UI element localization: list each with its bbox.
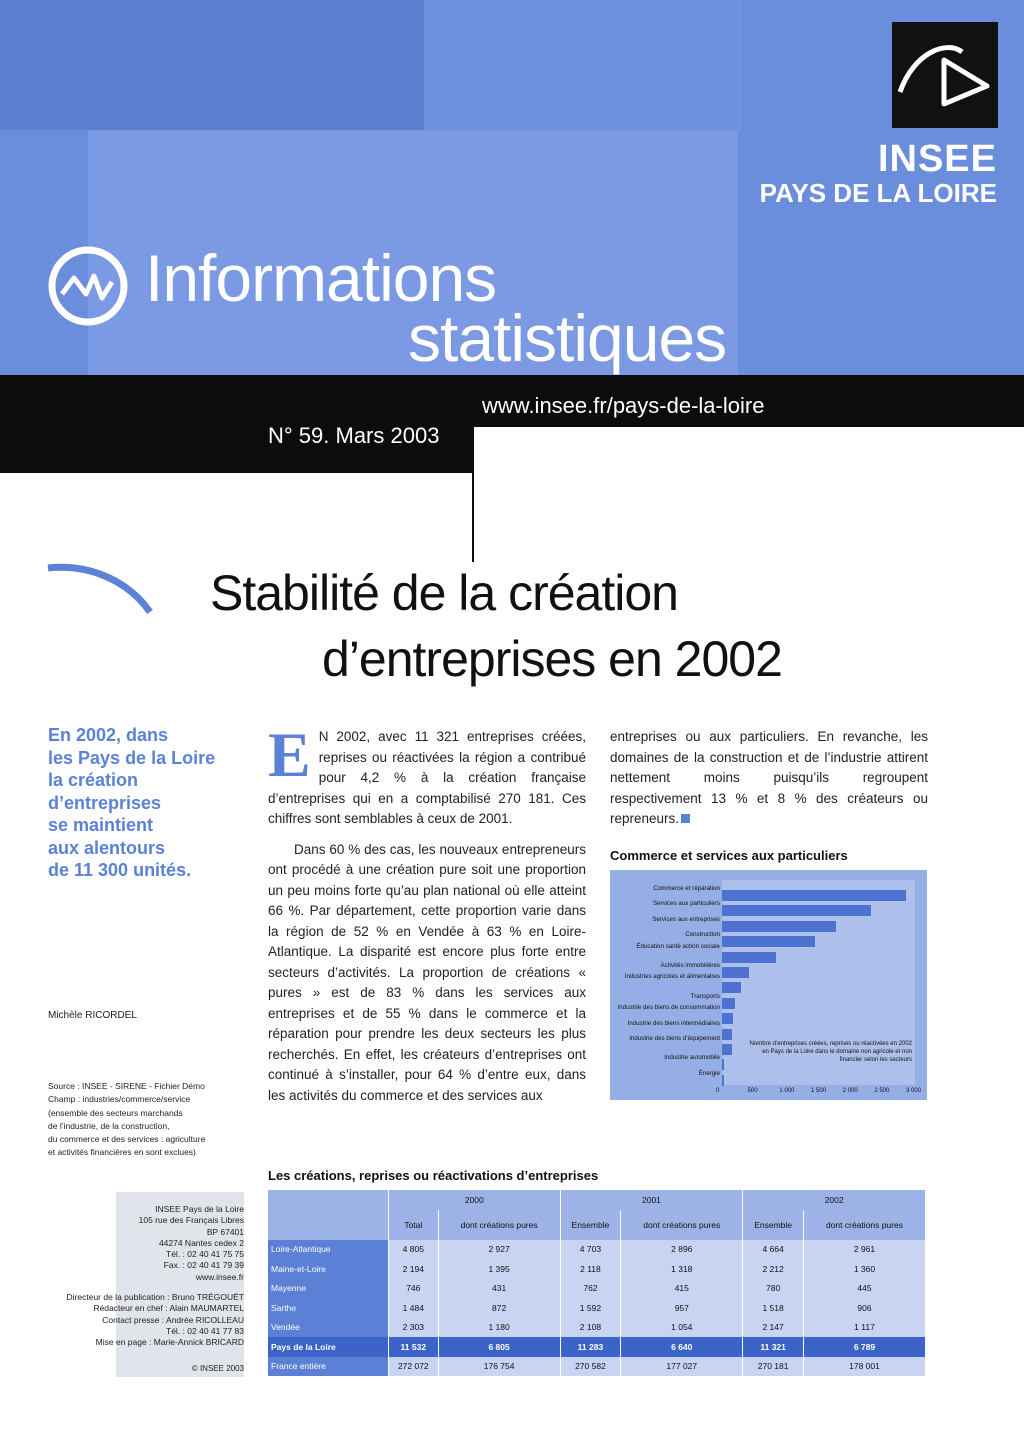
chart-title: Commerce et services aux particuliers	[610, 848, 848, 863]
row-label: France entière	[268, 1357, 389, 1377]
table-cell: 2 147	[743, 1318, 804, 1338]
chart-category-label: Commerce et réparation	[653, 885, 720, 892]
decorative-arc-icon	[46, 558, 156, 623]
info-line: INSEE Pays de la Loire	[155, 1204, 244, 1214]
info-line	[48, 1283, 244, 1292]
table-row	[268, 1279, 926, 1299]
data-table	[268, 1190, 926, 1376]
info-line: Contact presse : Andrée RICOLLEAU	[102, 1314, 244, 1325]
insee-logo-icon	[892, 22, 998, 128]
chart-bar	[722, 998, 735, 1009]
paragraph-3: entreprises ou aux particuliers. En revanche, les domaines de la construction et de l’industrie attirent nettement moins puisqu’ils regroupent respectivement 13 % et 8 % des créateurs ou repreneurs.	[610, 729, 928, 826]
year-header: 2002	[743, 1190, 926, 1210]
table-row	[268, 1318, 926, 1338]
table-cell: 2 194	[389, 1259, 439, 1279]
table-cell: 2 961	[803, 1240, 925, 1260]
lede-line: se maintient	[48, 815, 154, 835]
author-name: Michèle RICORDEL	[48, 1010, 137, 1021]
header-block-dark	[0, 0, 424, 130]
article-column-2	[610, 727, 928, 830]
column-header: Ensemble	[560, 1210, 621, 1240]
chart-category-label: Industrie des biens intermédiaires	[627, 1019, 720, 1027]
chart-tick-label: 1 000	[779, 1088, 795, 1094]
chart-category-label: Éducation santé action sociale	[636, 942, 720, 950]
table-title: Les créations, reprises ou réactivations d’entreprises	[268, 1168, 599, 1183]
chart-bar	[722, 1029, 732, 1040]
column-header: dont créations pures	[438, 1210, 560, 1240]
chart-category-label: Industrie des biens de consommation	[617, 1004, 720, 1012]
chart-category-label: Industries agricoles et alimentaires	[624, 973, 720, 981]
chart-tick-label: 0	[716, 1088, 720, 1094]
publisher-region: PAYS DE LA LOIRE	[759, 178, 997, 208]
chart-bar	[722, 967, 749, 978]
row-label: Maine-et-Loire	[268, 1259, 389, 1279]
table-cell: 2 108	[560, 1318, 621, 1338]
table-cell: 746	[389, 1279, 439, 1299]
table-cell: 177 027	[621, 1357, 743, 1377]
table-cell: 4 664	[743, 1240, 804, 1260]
table-cell: 1 484	[389, 1298, 439, 1318]
drop-cap: E	[268, 719, 311, 790]
chart-annotation: Nombre d’entreprises créées, reprises ou réactivées en 2002 en Pays de la Loire dans le domaine non agricole et non financier selon les secteurs	[749, 1041, 912, 1063]
column-header: Total	[389, 1210, 439, 1240]
info-line: 44274 Nantes cedex 2	[158, 1237, 244, 1248]
table-cell: 1 180	[438, 1318, 560, 1338]
table-row	[268, 1298, 926, 1318]
table-cell: 270 181	[743, 1357, 804, 1377]
chart-category-label: Construction	[685, 931, 720, 939]
lede-line: d’entreprises	[48, 792, 162, 813]
chart-category-label: Industrie des biens d’équipement	[629, 1035, 720, 1042]
table-cell: 1 360	[803, 1259, 925, 1279]
table-cell: 1 318	[621, 1259, 743, 1279]
header-divider-line	[472, 427, 474, 562]
chart-bar	[722, 952, 776, 963]
chart-tick-label: 500	[747, 1088, 758, 1094]
chart-bar	[722, 1013, 733, 1024]
source-line: Source : INSEE - SIRENE - Fichier Démo	[48, 1081, 205, 1091]
table-cell: 415	[621, 1279, 743, 1299]
info-line: Mise en page : Marie-Annick BRICARD	[95, 1337, 244, 1348]
table-cell: 4 703	[560, 1240, 621, 1260]
table-cell: 6 789	[803, 1337, 925, 1357]
article-title-line2: d’entreprises en 2002	[322, 631, 782, 687]
table-corner	[268, 1190, 389, 1240]
article-column-1	[268, 719, 586, 1106]
table-cell: 178 001	[803, 1357, 925, 1377]
info-line: 105 rue des Français Libres	[138, 1215, 244, 1226]
row-label: Loire-Atlantique	[268, 1240, 389, 1260]
table-cell: 176 754	[438, 1357, 560, 1377]
table-cell: 872	[438, 1298, 560, 1318]
chart-bar	[722, 1075, 724, 1086]
table-cell: 270 582	[560, 1357, 621, 1377]
series-title-line2: statistiques	[408, 301, 727, 375]
row-label: Pays de la Loire	[268, 1337, 389, 1357]
year-header: 2000	[389, 1190, 561, 1210]
end-mark-icon	[681, 814, 690, 823]
article-lede	[48, 724, 248, 882]
chart-bar	[722, 1044, 732, 1055]
table-cell: 1 395	[438, 1259, 560, 1279]
table-cell: 780	[743, 1279, 804, 1299]
table-cell: 762	[560, 1279, 621, 1299]
chart-bar	[722, 921, 836, 932]
table-cell: 431	[438, 1279, 560, 1299]
table-cell: 2 896	[621, 1240, 743, 1260]
table-row	[268, 1337, 926, 1357]
chart-bar	[722, 936, 815, 947]
table-cell: 11 532	[389, 1337, 439, 1357]
table-cell: 2 118	[560, 1259, 621, 1279]
info-line: Directeur de la publication : Bruno TRÉGOUËT	[66, 1292, 244, 1303]
source-line: et activités financières en sont exclues)	[48, 1147, 196, 1158]
publisher-name: INSEE	[877, 138, 997, 180]
table-cell: 6 805	[438, 1337, 560, 1357]
chart-category-label: Transports	[690, 992, 720, 1000]
source-line: du commerce et des services : agriculture	[48, 1134, 206, 1145]
series-logo-icon	[44, 242, 132, 335]
table-cell: 1 518	[743, 1298, 804, 1318]
lede-line: aux alentours	[48, 837, 166, 858]
paragraph-1: N 2002, avec 11 321 entreprises créées, reprises ou réactivées la région a contribué pour 4,2 % à la création française d’entreprises qui en a comptabilisé 270 181. Ces chiffres sont semblables à ceux de 2001.	[268, 729, 586, 826]
year-header: 2001	[560, 1190, 743, 1210]
table-cell: 1 592	[560, 1298, 621, 1318]
info-line: Rédacteur en chef : Alain MAUMARTEL	[93, 1303, 244, 1314]
table-row	[268, 1240, 926, 1260]
column-header: Ensemble	[743, 1210, 804, 1240]
chart-bar	[722, 1059, 724, 1070]
table-cell: 957	[621, 1298, 743, 1318]
chart-category-label: Énergie	[698, 1069, 720, 1077]
row-label: Vendée	[268, 1318, 389, 1338]
info-line: BP 67401	[206, 1226, 244, 1237]
lede-line: de 11 300 unités.	[48, 860, 192, 880]
column-header: dont créations pures	[621, 1210, 743, 1240]
paragraph-2: Dans 60 % des cas, les nouveaux entrepreneurs ont procédé à une création pure soit une proportion un peu moins forte qu’au plan national où elle atteint 66 %. Par département, cette proportion varie dans la région de 52 % en Vendée à 63 % en Loire-Atlantique. La disparité est encore plus forte entre secteurs d’activités. La proportion de créations « pures » est de 83 % dans les services aux entreprises et de 55 % dans le commerce et la réparation pour prendre les deux secteurs les plus recherchés. En effet, les créateurs d’entreprises ont continué à s’installer, pour 64 % d’entre eux, dans les activités du commerce et des services aux	[268, 841, 586, 1103]
info-line: Tél. : 02 40 41 77 83	[166, 1325, 244, 1336]
source-line: de l’industrie, de la construction,	[48, 1120, 170, 1131]
chart-category-label: Services aux particuliers	[652, 900, 720, 908]
table-cell: 6 640	[621, 1337, 743, 1357]
chart-category-label: Services aux entreprises	[652, 915, 720, 923]
table-row	[268, 1357, 926, 1377]
table-cell: 1 054	[621, 1318, 743, 1338]
table-cell: 272 072	[389, 1357, 439, 1377]
chart-tick-label: 3 000	[906, 1088, 922, 1094]
source-line: Champ : industries/commerce/service	[48, 1094, 191, 1105]
lede-line: la création	[48, 770, 139, 790]
table-cell: 4 805	[389, 1240, 439, 1260]
table-cell: 11 321	[743, 1337, 804, 1357]
source-note	[48, 1080, 205, 1160]
info-line: Fax. : 02 40 41 79 39	[163, 1260, 244, 1271]
table-cell: 906	[803, 1298, 925, 1318]
table-cell: 1 117	[803, 1318, 925, 1338]
article-title-line1: Stabilité de la création	[210, 565, 678, 621]
chart-tick-label: 2 500	[874, 1088, 890, 1094]
row-label: Sarthe	[268, 1298, 389, 1318]
copyright: © INSEE 2003	[191, 1364, 244, 1373]
header-block-mid	[424, 0, 742, 130]
chart-category-label: Activités immobilières	[660, 962, 720, 969]
info-line: www.insee.fr	[195, 1271, 244, 1282]
chart-category-label: Industrie automobile	[664, 1054, 720, 1062]
series-title-line1: Informations	[145, 241, 497, 315]
table-cell: 2 303	[389, 1318, 439, 1338]
chart-bar	[722, 890, 906, 901]
table-cell: 2 212	[743, 1259, 804, 1279]
table-cell: 445	[803, 1279, 925, 1299]
source-line: (ensemble des secteurs marchands	[48, 1107, 183, 1118]
chart-bar	[722, 905, 871, 916]
column-header: dont créations pures	[803, 1210, 925, 1240]
table-cell: 2 927	[438, 1240, 560, 1260]
table-cell: 11 283	[560, 1337, 621, 1357]
issue-number: N° 59. Mars 2003	[268, 423, 440, 448]
lede-line: En 2002, dans	[48, 725, 169, 745]
website-url[interactable]: www.insee.fr/pays-de-la-loire	[482, 393, 765, 418]
chart-tick-label: 2 000	[842, 1088, 858, 1094]
publication-info	[48, 1204, 244, 1349]
table-row	[268, 1259, 926, 1279]
row-label: Mayenne	[268, 1279, 389, 1299]
info-line: Tél. : 02 40 41 75 75	[166, 1249, 244, 1260]
chart-tick-label: 1 500	[811, 1088, 827, 1094]
chart-bar	[722, 982, 741, 993]
lede-line: les Pays de la Loire	[48, 747, 216, 768]
